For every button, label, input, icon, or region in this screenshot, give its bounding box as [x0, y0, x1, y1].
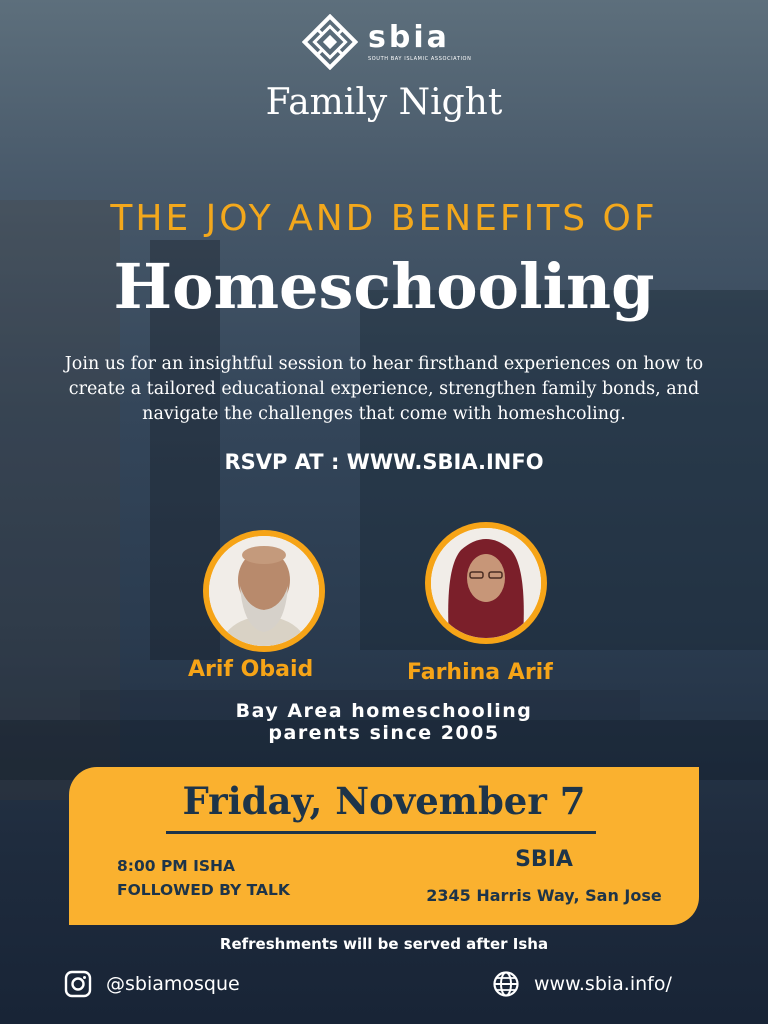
rsvp-link[interactable]: RSVP AT : WWW.SBIA.INFO [224, 450, 544, 474]
speaker-name-arif: Arif Obaid [188, 657, 314, 682]
event-time: 8:00 PM ISHA [117, 857, 236, 875]
date-divider [166, 831, 596, 834]
speaker-bio-line-2: parents since 2005 [268, 722, 500, 744]
sbia-logo [302, 14, 471, 70]
speaker-photo-arif [203, 530, 325, 652]
event-series-title: Family Night [265, 82, 503, 123]
website-link-text: www.sbia.info/ [534, 973, 672, 995]
event-details-box [69, 767, 699, 925]
event-tagline: THE JOY AND BENEFITS OF [110, 198, 658, 239]
globe-icon [492, 970, 520, 998]
website-link[interactable] [492, 970, 672, 998]
logo-subtitle: SOUTH BAY ISLAMIC ASSOCIATION [368, 56, 472, 62]
instagram-handle-text: @sbiamosque [106, 973, 240, 995]
venue-address: 2345 Harris Way, San Jose [426, 886, 662, 905]
instagram-icon [64, 970, 92, 998]
speaker-avatar-male-icon [209, 536, 319, 646]
speaker-bio [0, 700, 768, 744]
event-topic-heading: Homeschooling [113, 250, 655, 323]
event-date: Friday, November 7 [182, 779, 586, 823]
instagram-handle[interactable] [64, 970, 240, 998]
speaker-avatar-female-icon [431, 528, 541, 638]
event-description: Join us for an insightful session to hear firsthand experiences on how to create a tailored educational experience, strengthen family bonds, and navigate the challenges that come with homeshcoling. [64, 354, 704, 424]
sbia-logo-icon [302, 14, 358, 70]
logo-name: sbia [368, 20, 450, 55]
refreshments-note: Refreshments will be served after Isha [219, 935, 549, 953]
speaker-name-farhina: Farhina Arif [407, 660, 553, 685]
event-followed-by: FOLLOWED BY TALK [117, 881, 290, 899]
venue-name: SBIA [515, 847, 573, 872]
speaker-photo-farhina [425, 522, 547, 644]
speaker-bio-line-1: Bay Area homeschooling [235, 700, 533, 722]
